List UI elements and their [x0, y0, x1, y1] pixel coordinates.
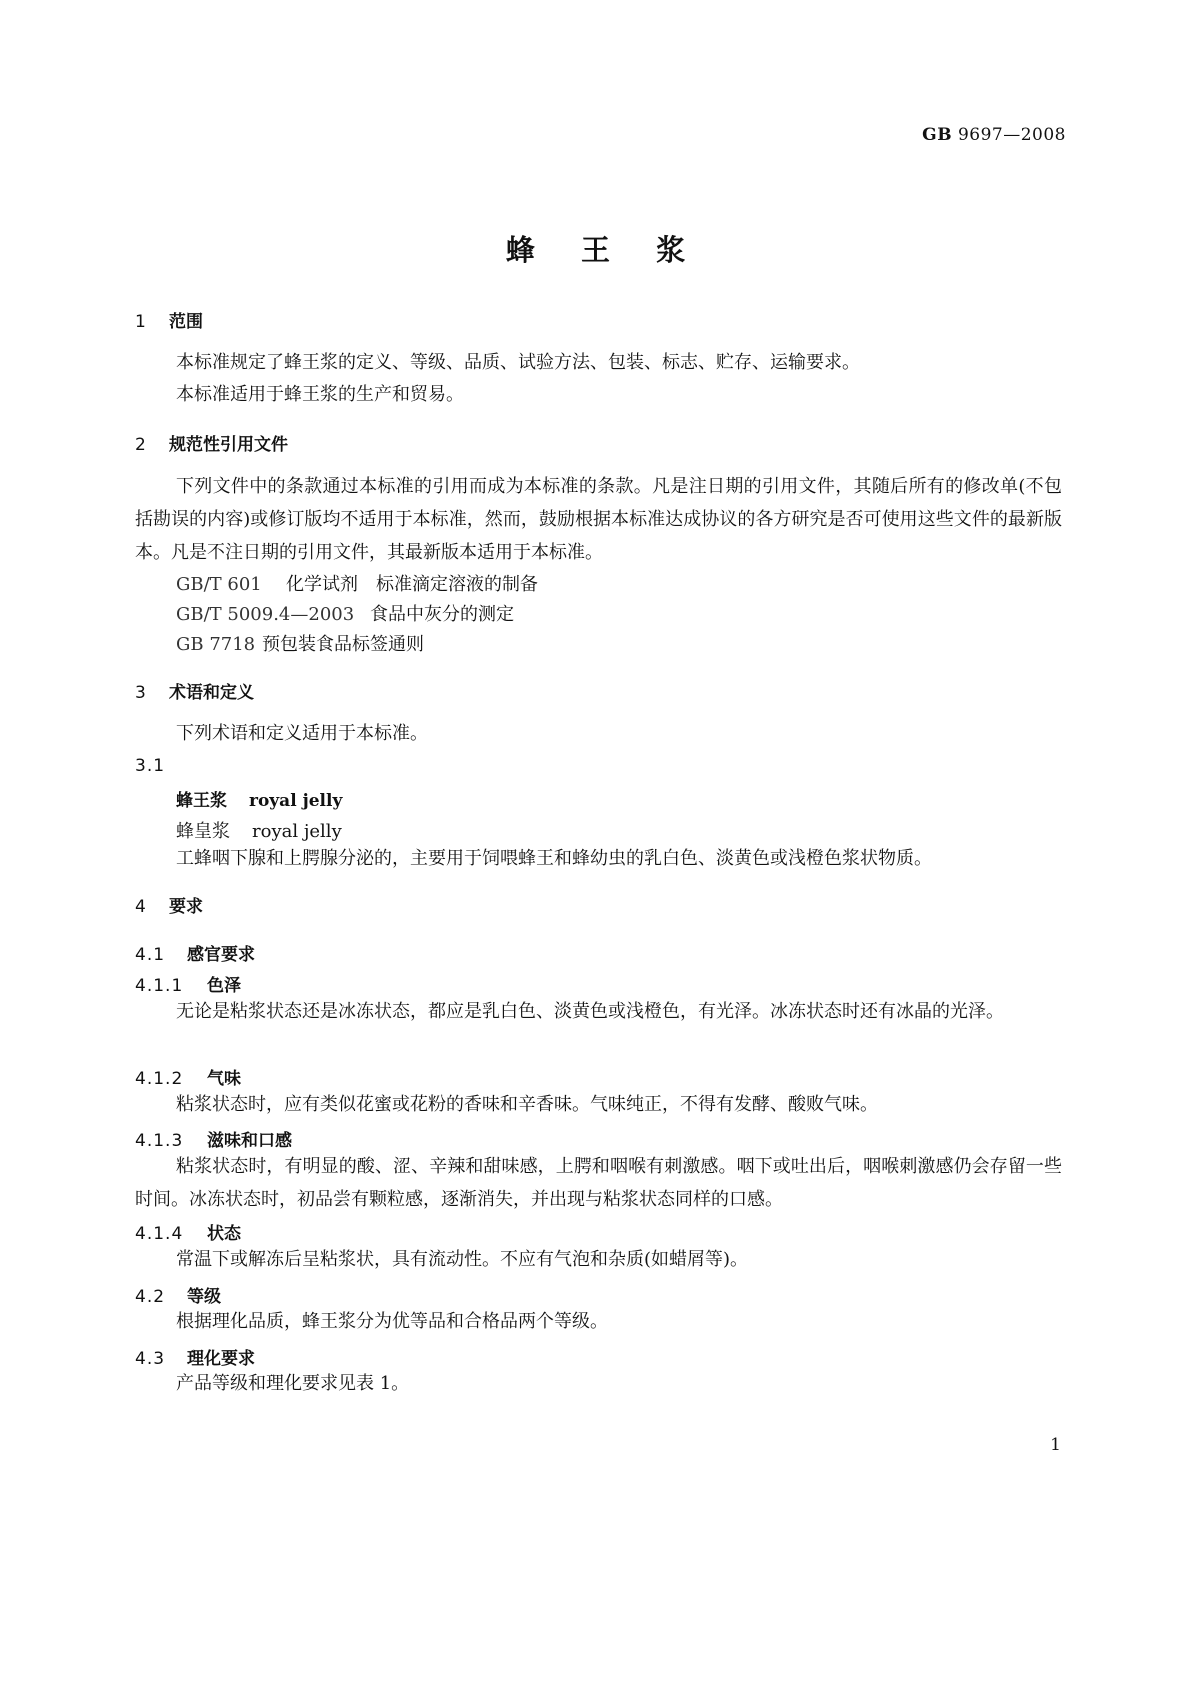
subsection-title: 理化要求: [187, 1349, 255, 1369]
paragraph: 下列术语和定义适用于本标准。: [176, 723, 428, 744]
term-english: royal jelly: [249, 791, 343, 811]
term-entry: [176, 786, 342, 811]
section-heading-2: [135, 430, 288, 455]
standard-number: 9697—2008: [957, 125, 1066, 145]
subsection-heading-4-3: [135, 1344, 255, 1369]
term-chinese: 蜂王浆: [176, 791, 227, 811]
document-title: [0, 228, 1191, 269]
paragraph: 粘浆状态时，有明显的酸、涩、辛辣和甜味感，上腭和咽喉有刺激感。咽下或吐出后，咽喉刺激感仍会存留一些时间。冰冻状态时，初品尝有颗粒感，逐渐消失，并出现与粘浆状态同样的口感。: [135, 1156, 1062, 1210]
term-definition: 工蜂咽下腺和上腭腺分泌的，主要用于饲喂蜂王和蜂幼虫的乳白色、淡黄色或浅橙色浆状物质。: [176, 848, 932, 869]
term-alt-chinese: 蜂皇浆: [176, 821, 230, 842]
reference-name: 预包装食品标签通则: [262, 634, 424, 655]
term-admitted: [176, 817, 342, 843]
paragraph: 根据理化品质，蜂王浆分为优等品和合格品两个等级。: [176, 1311, 608, 1332]
subsection-title: 等级: [187, 1287, 221, 1307]
section-title: 范围: [169, 312, 203, 332]
normative-reference: [176, 630, 424, 656]
section-number: 3: [135, 683, 146, 703]
section-heading-4: [135, 892, 203, 917]
reference-code: GB 7718: [176, 634, 256, 655]
page-number: 1: [1050, 1435, 1061, 1455]
paragraph: 无论是粘浆状态还是冰冻状态，都应是乳白色、淡黄色或浅橙色，有光泽。冰冻状态时还有冰晶的光泽。: [176, 1001, 1004, 1022]
subsection-heading-4-2: [135, 1282, 221, 1307]
standard-prefix: GB: [922, 125, 953, 145]
title-char-2: 王: [580, 233, 610, 267]
subsection-heading-4-1-1: [135, 971, 241, 996]
term-alt-english: royal jelly: [252, 821, 342, 842]
normative-reference: [176, 600, 514, 626]
subsection-number: 4.2: [135, 1287, 166, 1307]
section-heading-1: [135, 307, 203, 332]
standard-code: [922, 125, 1066, 145]
subsection-number: 4.1.2: [135, 1069, 184, 1089]
section-number: 1: [135, 312, 146, 332]
subsection-number: 4.1.3: [135, 1131, 184, 1151]
normative-reference: [176, 570, 538, 596]
reference-name: 化学试剂 标准滴定溶液的制备: [286, 574, 538, 595]
subsection-heading-4-1-4: [135, 1219, 241, 1244]
title-char-3: 浆: [656, 233, 686, 267]
reference-code: GB/T 5009.4—2003: [176, 604, 355, 625]
subsection-title: 滋味和口感: [207, 1131, 292, 1151]
paragraph: 产品等级和理化要求见表 1。: [176, 1373, 410, 1394]
section-title: 要求: [169, 897, 203, 917]
subsection-heading-4-1-2: [135, 1064, 241, 1089]
paragraph: 下列文件中的条款通过本标准的引用而成为本标准的条款。凡是注日期的引用文件，其随后所有的修改单(不包括勘误的内容)或修订版均不适用于本标准，然而，鼓励根据本标准达成协议的各方研究是否可使用这些文件的最新版本。凡是不注日期的引用文件，其最新版本适用于本标准。: [135, 476, 1062, 563]
paragraph: 粘浆状态时，应有类似花蜜或花粉的香味和辛香味。气味纯正，不得有发酵、酸败气味。: [176, 1094, 878, 1115]
subsection-title: 感官要求: [187, 945, 255, 965]
paragraph: 本标准适用于蜂王浆的生产和贸易。: [176, 384, 464, 405]
reference-name: 食品中灰分的测定: [370, 604, 514, 625]
section-number: 2: [135, 435, 146, 455]
subsection-title: 色泽: [207, 976, 241, 996]
section-title: 术语和定义: [169, 683, 254, 703]
subsection-title: 状态: [207, 1224, 241, 1244]
subclause-number: 3.1: [135, 756, 166, 776]
section-title: 规范性引用文件: [169, 435, 288, 455]
subsection-heading-4-1: [135, 940, 255, 965]
subsection-number: 4.1.4: [135, 1224, 184, 1244]
subsection-number: 4.1.1: [135, 976, 184, 996]
section-number: 4: [135, 897, 146, 917]
subsection-heading-4-1-3: [135, 1126, 292, 1151]
subsection-number: 4.1: [135, 945, 166, 965]
reference-code: GB/T 601: [176, 574, 262, 595]
subsection-title: 气味: [207, 1069, 241, 1089]
paragraph: 常温下或解冻后呈粘浆状，具有流动性。不应有气泡和杂质(如蜡屑等)。: [176, 1249, 749, 1270]
section-heading-3: [135, 678, 254, 703]
subsection-number: 4.3: [135, 1349, 166, 1369]
paragraph: 本标准规定了蜂王浆的定义、等级、品质、试验方法、包装、标志、贮存、运输要求。: [176, 352, 860, 373]
title-char-1: 蜂: [505, 233, 535, 267]
